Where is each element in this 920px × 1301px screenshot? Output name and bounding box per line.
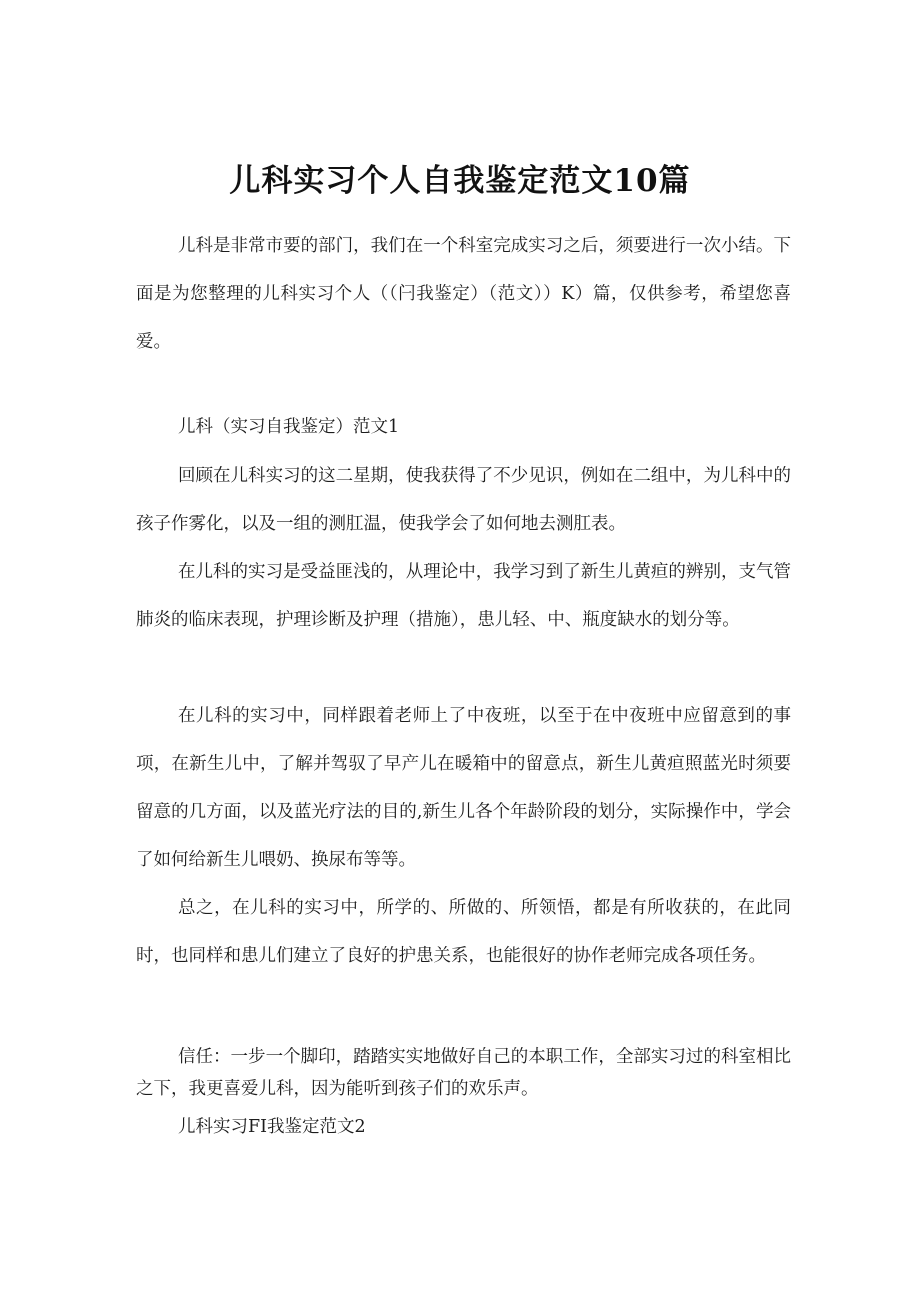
body-paragraph-1: 回顾在儿科实习的这二星期，使我获得了不少见识，例如在二组中，为儿科中的孩子作雾化，以及一组的测肛温，使我学会了如何地去测肛表。 [136,466,791,534]
body-paragraph-3: 在儿科的实习中，同样跟着老师上了中夜班，以至于在中夜班中应留意到的事项，在新生儿中，了解并驾驭了早产儿在暖箱中的留意点，新生儿黄疸照蓝光时须要留意的几方面，以及蓝光疗法的目的,新生儿各个年龄阶段的划分，实际操作中，学会了如何给新生儿喂奶、换尿布等等。 [136,706,791,870]
section-heading-2: 儿科实习FI我鉴定范文2 [178,1117,366,1137]
body-paragraph-4: 总之，在儿科的实习中，所学的、所做的、所领悟，都是有所收获的，在此同时，也同样和患儿们建立了良好的护患关系，也能很好的协作老师完成各项任务。 [136,898,791,966]
body-paragraph-2: 在儿科的实习是受益匪浅的，从理论中，我学习到了新生儿黄疸的辨别，支气管肺炎的临床表现，护理诊断及护理（措施），患儿轻、中、瓶度缺水的划分等。 [136,562,791,630]
section-heading-1: 儿科（实习自我鉴定）范文1 [178,417,400,437]
body-paragraph-5: 信任：一步一个脚印，踏踏实实地做好自己的本职工作，全部实习过的科室相比之下，我更喜爱儿科，因为能听到孩子们的欢乐声。 [136,1047,791,1099]
intro-paragraph: 儿科是非常市要的部门，我们在一个科室完成实习之后，须要进行一次小结。下面是为您整理的儿科实习个人（（闩我鉴定）（范文））K）篇，仅供参考，希望您喜爱。 [136,236,791,352]
page-title: 儿科实习个人自我鉴定范文10篇 [229,162,691,199]
